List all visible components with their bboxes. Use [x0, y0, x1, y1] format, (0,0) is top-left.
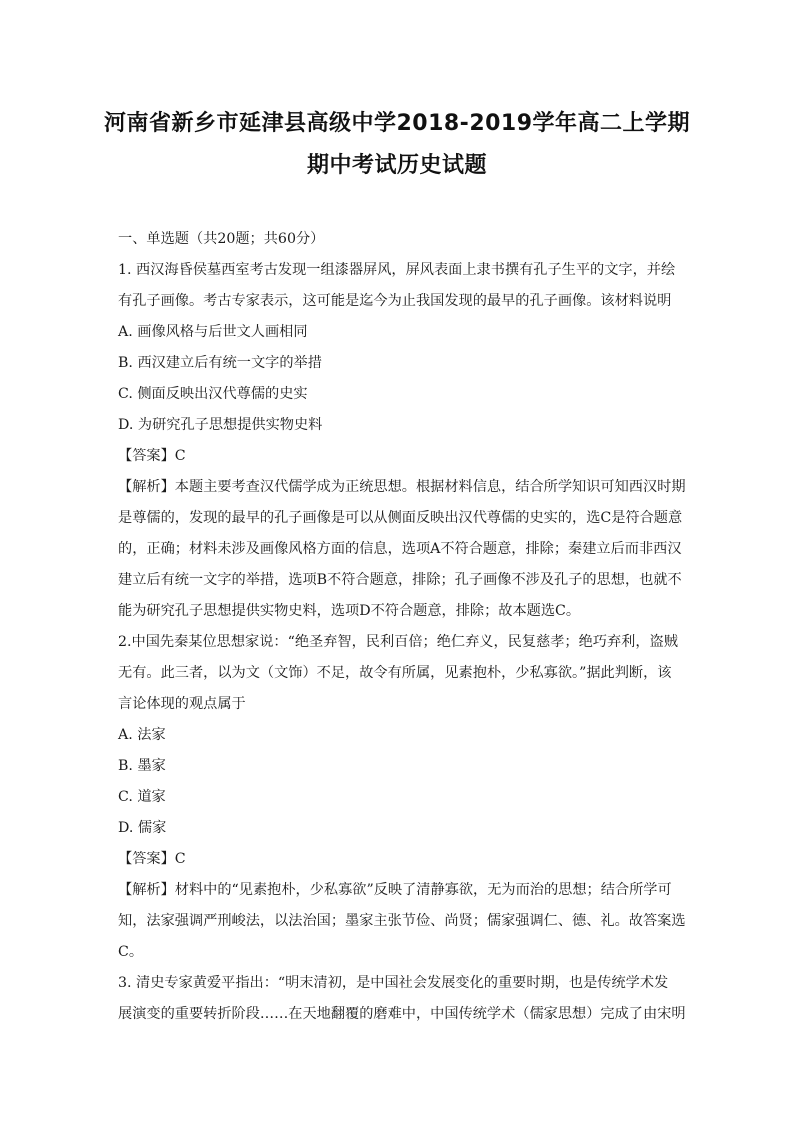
question-1-analysis-line-3: 的，正确；材料未涉及画像风格方面的信息，选项A不符合题意，排除；秦建立后而非西汉	[118, 541, 682, 557]
question-2-analysis-line-1: 【解析】材料中的“见素抱朴，少私寡欲”反映了清静寡欲，无为而治的思想；结合所学可	[118, 882, 672, 898]
question-1-option-d: D. 为研究孔子思想提供实物史料	[118, 417, 323, 433]
question-2-answer: 【答案】C	[118, 851, 186, 867]
question-2-stem-line-3: 言论体现的观点属于	[118, 696, 246, 712]
question-2-stem-line-1: 2.中国先秦某位思想家说：“绝圣弃智，民利百倍；绝仁弃义，民复慈孝；绝巧弃利，盗贼	[118, 634, 678, 650]
question-3-stem-line-1: 3. 清史专家黄爱平指出：“明末清初，是中国社会发展变化的重要时期，也是传统学术发	[118, 975, 669, 991]
question-3-stem-line-2: 展演变的重要转折阶段……在天地翻覆的磨难中，中国传统学术（儒家思想）完成了由宋明	[118, 1006, 686, 1022]
question-2-analysis-line-2: 知，法家强调严刑峻法，以法治国；墨家主张节俭、尚贤；儒家强调仁、德、礼。故答案选	[118, 913, 686, 929]
question-1-stem-line-1: 1. 西汉海昏侯墓西室考古发现一组漆器屏风，屏风表面上隶书撰有孔子生平的文字，并绘	[118, 262, 676, 278]
document-title-line-2: 期中考试历史试题	[306, 153, 487, 178]
question-2-option-c: C. 道家	[118, 789, 166, 805]
question-1-analysis-line-2: 是尊儒的，发现的最早的孔子画像是可以从侧面反映出汉代尊儒的史实的，选C是符合题意	[118, 510, 683, 526]
question-2-option-b: B. 墨家	[118, 758, 166, 774]
question-1-option-a: A. 画像风格与后世文人画相同	[118, 324, 308, 340]
question-1-analysis-line-1: 【解析】本题主要考查汉代儒学成为正统思想。根据材料信息，结合所学知识可知西汉时期	[118, 479, 686, 495]
question-1-option-c: C. 侧面反映出汉代尊儒的史实	[118, 386, 308, 402]
question-1-option-b: B. 西汉建立后有统一文字的举措	[118, 355, 322, 371]
question-1-stem-line-2: 有孔子画像。考古专家表示，这可能是迄今为止我国发现的最早的孔子画像。该材料说明	[118, 293, 672, 309]
question-2-stem-line-2: 无有。此三者，以为文（文饰）不足，故令有所属，见素抱朴，少私寡欲。”据此判断，该	[118, 665, 672, 681]
section-header: 一、单选题（共20题；共60分）	[118, 231, 325, 247]
question-2-option-d: D. 儒家	[118, 820, 167, 836]
question-2-option-a: A. 法家	[118, 727, 166, 743]
document-title-line-1: 河南省新乡市延津县高级中学2018-2019学年高二上学期	[103, 111, 691, 136]
question-1-analysis-line-4: 建立后有统一文字的举措，选项B不符合题意，排除；孔子画像不涉及孔子的思想，也就不	[118, 572, 682, 588]
question-1-analysis-line-5: 能为研究孔子思想提供实物史料，选项D不符合题意，排除；故本题选C。	[118, 603, 581, 619]
question-1-answer: 【答案】C	[118, 448, 186, 464]
question-2-analysis-line-3: C。	[118, 944, 144, 960]
